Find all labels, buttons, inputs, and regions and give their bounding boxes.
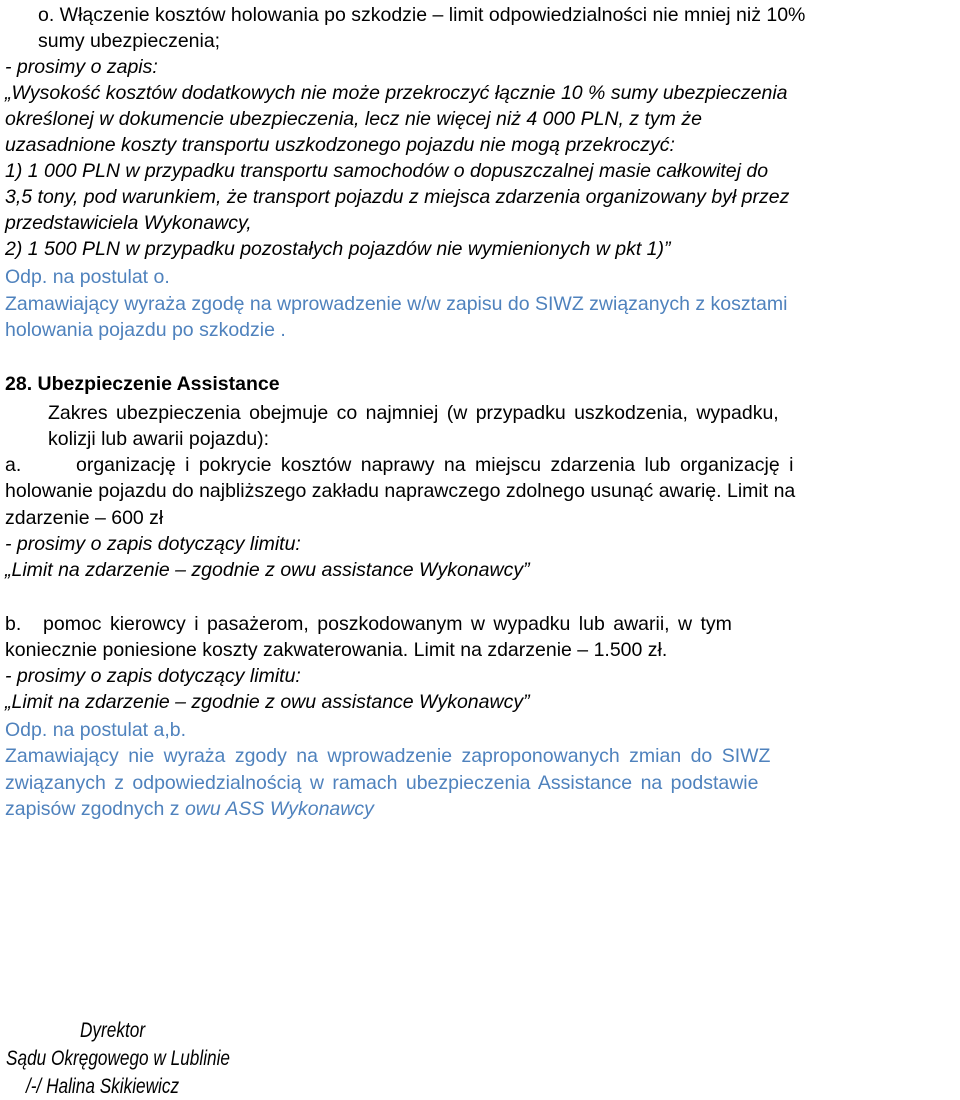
- item-a-label: a.: [5, 454, 22, 476]
- item-b-request: - prosimy o zapis dotyczący limitu:: [5, 665, 301, 687]
- section-28-answer-line-1: Zamawiający nie wyraża zgody na wprowadzenie zaproponowanych zmian do SIWZ: [5, 745, 771, 767]
- item-o-quote-line-7: 2) 1 500 PLN w przypadku pozostałych pojazdów nie wymienionych w pkt 1)”: [5, 238, 671, 260]
- item-o-line-2: sumy ubezpieczenia;: [38, 30, 221, 52]
- section-28-answer-line-2: związanych z odpowiedzialnością w ramach ubezpieczenia Assistance na podstawie: [5, 772, 759, 794]
- item-o-quote-line-5: 3,5 tony, pod warunkiem, że transport pojazdu z miejsca zdarzenia organizowany był przez: [5, 186, 790, 208]
- item-o-quote-line-1: „Wysokość kosztów dodatkowych nie może przekroczyć łącznie 10 % sumy ubezpieczenia: [5, 82, 788, 104]
- item-b-line-2: koniecznie poniesione koszty zakwaterowania. Limit na zdarzenie – 1.500 zł.: [5, 639, 668, 661]
- item-o-quote-line-2: określonej w dokumencie ubezpieczenia, lecz nie więcej niż 4 000 PLN, z tym że: [5, 108, 702, 130]
- item-o-answer-line-1: Zamawiający wyraża zgodę na wprowadzenie w/w zapisu do SIWZ związanych z kosztami: [5, 293, 788, 315]
- item-a-quote: „Limit na zdarzenie – zgodnie z owu assistance Wykonawcy”: [5, 559, 530, 581]
- signature-name: /-/ Halina Skikiewicz: [26, 1075, 180, 1098]
- signature-court: Sądu Okręgowego w Lublinie: [6, 1047, 231, 1070]
- item-o-quote-line-4: 1) 1 000 PLN w przypadku transportu samochodów o dopuszczalnej masie całkowitej do: [5, 160, 769, 182]
- item-a-request: - prosimy o zapis dotyczący limitu:: [5, 533, 301, 555]
- item-o-line-1: o. Włączenie kosztów holowania po szkodzie – limit odpowiedzialności nie mniej niż 10%: [38, 4, 806, 26]
- item-o-quote-line-6: przedstawiciela Wykonawcy,: [5, 212, 252, 234]
- item-b-quote: „Limit na zdarzenie – zgodnie z owu assistance Wykonawcy”: [5, 691, 530, 713]
- signature-title: Dyrektor: [80, 1019, 146, 1042]
- section-28-heading: [5, 371, 280, 397]
- section-28-number: 28.: [5, 373, 33, 395]
- section-28-answer-heading: Odp. na postulat a,b.: [5, 719, 187, 741]
- item-o-quote-line-3: uzasadnione koszty transportu uszkodzonego pojazdu nie mogą przekroczyć:: [5, 134, 675, 156]
- section-28-title: Ubezpieczenie Assistance: [37, 373, 280, 395]
- item-b-label: b.: [5, 613, 22, 635]
- item-o-answer-line-2: holowania pojazdu po szkodzie .: [5, 319, 286, 341]
- item-a-line-2: holowanie pojazdu do najbliższego zakładu naprawczego zdolnego usunąć awarię. Limit na: [5, 480, 796, 502]
- section-28-answer-line-3: zapisów zgodnych z owu ASS Wykonawcy: [5, 798, 374, 820]
- item-a-line-3: zdarzenie – 600 zł: [5, 507, 164, 529]
- item-b-line-1: pomoc kierowcy i pasażerom, poszkodowanym w wypadku lub awarii, w tym: [43, 613, 732, 635]
- section-28-intro-line-2: kolizji lub awarii pojazdu):: [48, 428, 270, 450]
- item-o-request: - prosimy o zapis:: [5, 56, 158, 78]
- section-28-intro-line-1: Zakres ubezpieczenia obejmuje co najmniej (w przypadku uszkodzenia, wypadku,: [48, 402, 779, 424]
- item-a-line-1: organizację i pokrycie kosztów naprawy na miejscu zdarzenia lub organizację i: [76, 454, 794, 476]
- item-o-answer-heading: Odp. na postulat o.: [5, 266, 170, 288]
